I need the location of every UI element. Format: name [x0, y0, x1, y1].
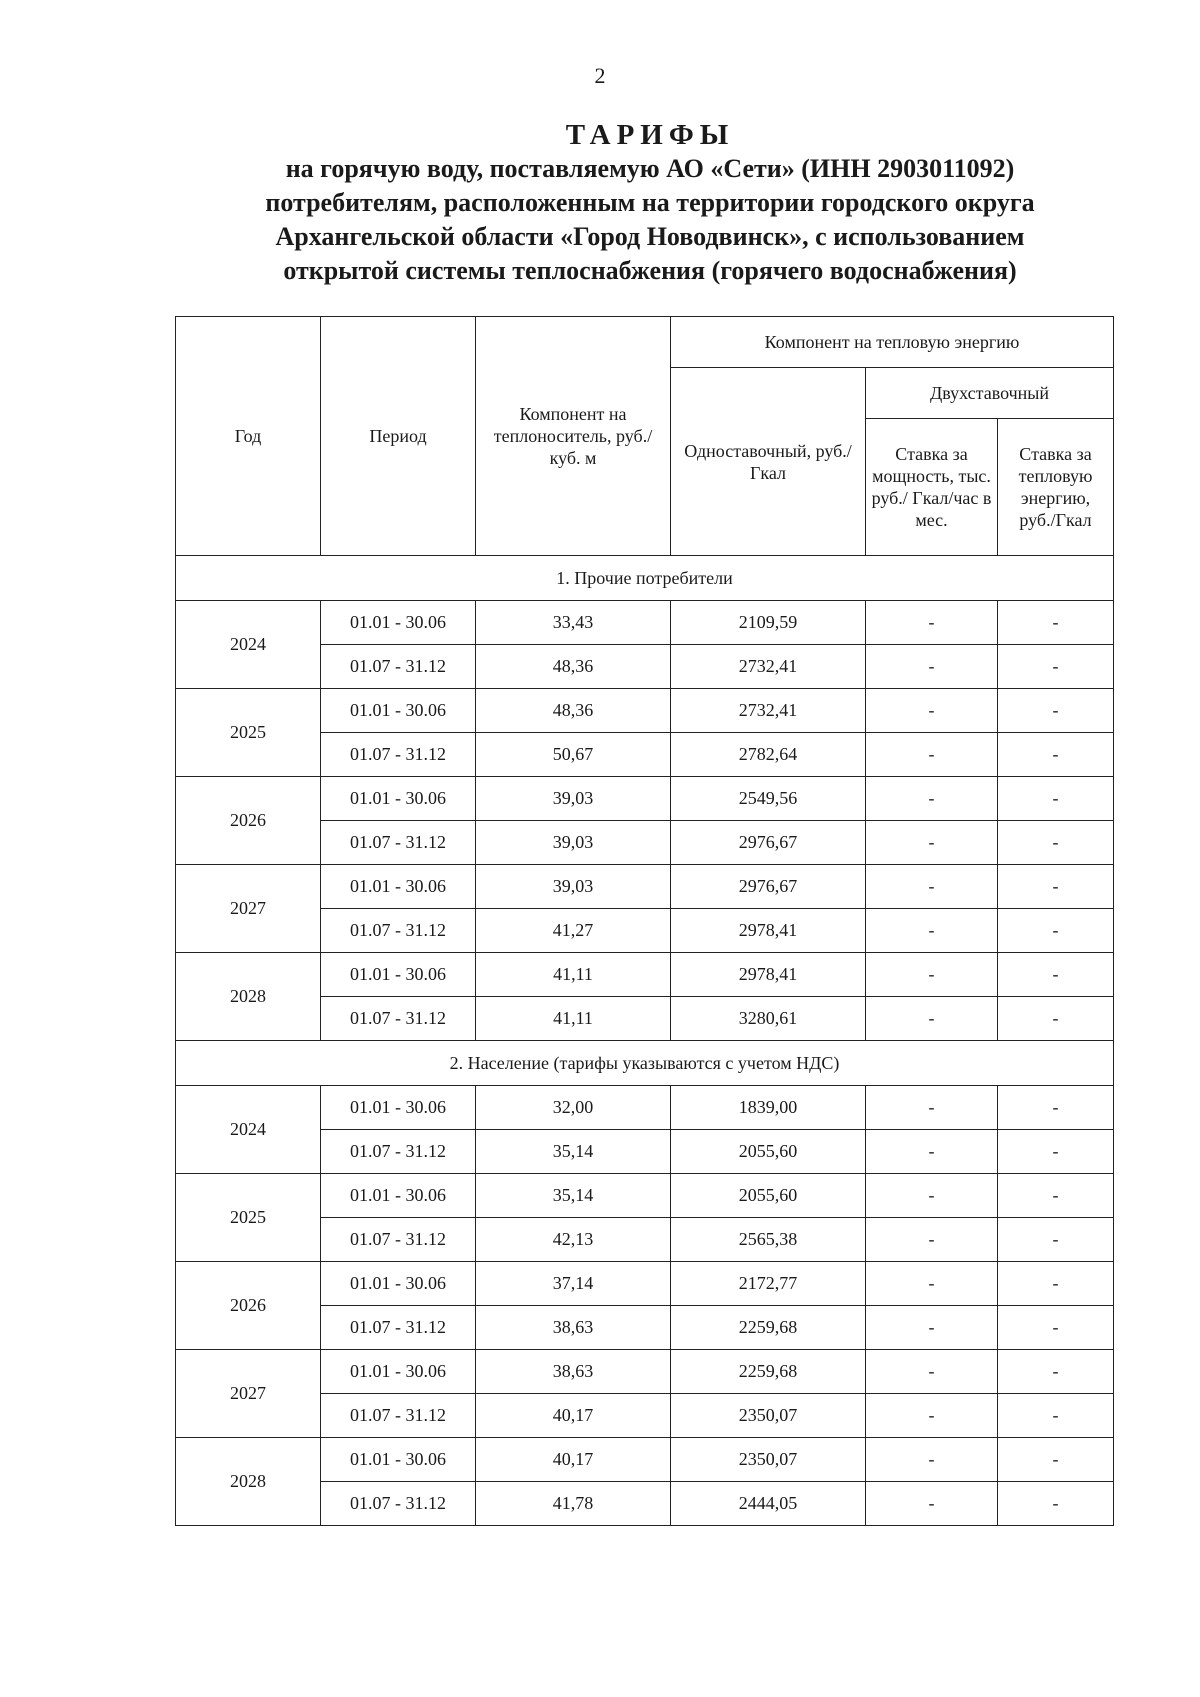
capacity-rate-cell: -	[866, 821, 998, 865]
period-cell: 01.01 - 30.06	[321, 1438, 476, 1482]
table-row	[176, 953, 1114, 997]
energy-rate-cell: -	[998, 1482, 1114, 1526]
energy-rate-cell: -	[998, 1130, 1114, 1174]
carrier-cell: 40,17	[476, 1438, 671, 1482]
capacity-rate-cell: -	[866, 1262, 998, 1306]
period-cell: 01.01 - 30.06	[321, 689, 476, 733]
period-cell: 01.07 - 31.12	[321, 821, 476, 865]
section-title: 2. Население (тарифы указываются с учетом НДС)	[176, 1041, 1114, 1086]
single-rate-cell: 2172,77	[671, 1262, 866, 1306]
capacity-rate-cell: -	[866, 689, 998, 733]
table-row	[176, 865, 1114, 909]
single-rate-cell: 2976,67	[671, 865, 866, 909]
period-cell: 01.01 - 30.06	[321, 1086, 476, 1130]
year-cell: 2024	[176, 1086, 321, 1174]
year-cell: 2026	[176, 1262, 321, 1350]
energy-rate-cell: -	[998, 645, 1114, 689]
single-rate-cell: 2259,68	[671, 1306, 866, 1350]
table-row	[176, 1438, 1114, 1482]
year-cell: 2026	[176, 777, 321, 865]
energy-rate-cell: -	[998, 1218, 1114, 1262]
energy-rate-cell: -	[998, 1438, 1114, 1482]
energy-rate-cell: -	[998, 1350, 1114, 1394]
carrier-cell: 41,11	[476, 953, 671, 997]
energy-rate-cell: -	[998, 733, 1114, 777]
table-row	[176, 1262, 1114, 1306]
single-rate-cell: 2259,68	[671, 1350, 866, 1394]
page-number: 2	[594, 63, 606, 88]
header-single-rate: Одноставочный, руб./Гкал	[671, 368, 866, 556]
carrier-cell: 37,14	[476, 1262, 671, 1306]
table-row	[176, 601, 1114, 645]
carrier-cell: 42,13	[476, 1218, 671, 1262]
capacity-rate-cell: -	[866, 1438, 998, 1482]
carrier-cell: 39,03	[476, 777, 671, 821]
single-rate-cell: 2565,38	[671, 1218, 866, 1262]
carrier-cell: 41,11	[476, 997, 671, 1041]
single-rate-cell: 2732,41	[671, 645, 866, 689]
period-cell: 01.07 - 31.12	[321, 997, 476, 1041]
period-cell: 01.01 - 30.06	[321, 601, 476, 645]
header-energy-rate: Ставка за тепловую энергию, руб./Гкал	[998, 419, 1114, 556]
subtitle-line: потребителям, расположенным на территории городского округа	[265, 188, 1035, 217]
carrier-cell: 39,03	[476, 821, 671, 865]
capacity-rate-cell: -	[866, 1130, 998, 1174]
subtitle-line: Архангельской области «Город Новодвинск», с использованием	[275, 222, 1025, 251]
period-cell: 01.07 - 31.12	[321, 909, 476, 953]
single-rate-cell: 2978,41	[671, 909, 866, 953]
carrier-cell: 35,14	[476, 1174, 671, 1218]
period-cell: 01.01 - 30.06	[321, 777, 476, 821]
carrier-cell: 33,43	[476, 601, 671, 645]
header-carrier-component: Компонент на теплоноситель, руб./куб. м	[476, 317, 671, 556]
capacity-rate-cell: -	[866, 865, 998, 909]
single-rate-cell: 2732,41	[671, 689, 866, 733]
table-body	[176, 556, 1114, 1526]
carrier-cell: 48,36	[476, 689, 671, 733]
carrier-cell: 50,67	[476, 733, 671, 777]
header-capacity-rate: Ставка за мощность, тыс. руб./ Гкал/час в мес.	[866, 419, 998, 556]
period-cell: 01.07 - 31.12	[321, 1394, 476, 1438]
year-cell: 2025	[176, 689, 321, 777]
year-cell: 2027	[176, 1350, 321, 1438]
energy-rate-cell: -	[998, 821, 1114, 865]
period-cell: 01.01 - 30.06	[321, 1174, 476, 1218]
energy-rate-cell: -	[998, 865, 1114, 909]
carrier-cell: 38,63	[476, 1350, 671, 1394]
period-cell: 01.07 - 31.12	[321, 1218, 476, 1262]
single-rate-cell: 2976,67	[671, 821, 866, 865]
year-cell: 2028	[176, 1438, 321, 1526]
energy-rate-cell: -	[998, 1086, 1114, 1130]
single-rate-cell: 2055,60	[671, 1130, 866, 1174]
capacity-rate-cell: -	[866, 953, 998, 997]
energy-rate-cell: -	[998, 997, 1114, 1041]
energy-rate-cell: -	[998, 1306, 1114, 1350]
capacity-rate-cell: -	[866, 645, 998, 689]
carrier-cell: 39,03	[476, 865, 671, 909]
header-period: Период	[321, 317, 476, 556]
tariffs-table	[175, 316, 1114, 1526]
single-rate-cell: 2350,07	[671, 1394, 866, 1438]
energy-rate-cell: -	[998, 777, 1114, 821]
year-cell: 2028	[176, 953, 321, 1041]
capacity-rate-cell: -	[866, 777, 998, 821]
year-cell: 2024	[176, 601, 321, 689]
period-cell: 01.07 - 31.12	[321, 733, 476, 777]
subtitle-line: на горячую воду, поставляемую АО «Сети» (ИНН 2903011092)	[285, 154, 1015, 183]
capacity-rate-cell: -	[866, 1350, 998, 1394]
energy-rate-cell: -	[998, 1262, 1114, 1306]
capacity-rate-cell: -	[866, 601, 998, 645]
document-title: ТАРИФЫ	[565, 119, 735, 151]
period-cell: 01.07 - 31.12	[321, 1482, 476, 1526]
period-cell: 01.07 - 31.12	[321, 1130, 476, 1174]
energy-rate-cell: -	[998, 689, 1114, 733]
table-row	[176, 777, 1114, 821]
year-cell: 2027	[176, 865, 321, 953]
single-rate-cell: 3280,61	[671, 997, 866, 1041]
single-rate-cell: 2549,56	[671, 777, 866, 821]
capacity-rate-cell: -	[866, 733, 998, 777]
period-cell: 01.07 - 31.12	[321, 645, 476, 689]
capacity-rate-cell: -	[866, 1174, 998, 1218]
section-row	[176, 556, 1114, 601]
period-cell: 01.07 - 31.12	[321, 1306, 476, 1350]
single-rate-cell: 2055,60	[671, 1174, 866, 1218]
single-rate-cell: 2109,59	[671, 601, 866, 645]
single-rate-cell: 2978,41	[671, 953, 866, 997]
single-rate-cell: 2782,64	[671, 733, 866, 777]
carrier-cell: 40,17	[476, 1394, 671, 1438]
capacity-rate-cell: -	[866, 909, 998, 953]
capacity-rate-cell: -	[866, 1482, 998, 1526]
capacity-rate-cell: -	[866, 1218, 998, 1262]
period-cell: 01.01 - 30.06	[321, 953, 476, 997]
title-block	[170, 118, 1130, 288]
year-cell: 2025	[176, 1174, 321, 1262]
energy-rate-cell: -	[998, 953, 1114, 997]
header-heat-component: Компонент на тепловую энергию	[671, 317, 1114, 368]
period-cell: 01.01 - 30.06	[321, 865, 476, 909]
period-cell: 01.01 - 30.06	[321, 1262, 476, 1306]
section-row	[176, 1041, 1114, 1086]
table-row	[176, 1174, 1114, 1218]
carrier-cell: 41,27	[476, 909, 671, 953]
capacity-rate-cell: -	[866, 1306, 998, 1350]
table-header	[176, 317, 1114, 556]
carrier-cell: 35,14	[476, 1130, 671, 1174]
header-year: Год	[176, 317, 321, 556]
capacity-rate-cell: -	[866, 997, 998, 1041]
carrier-cell: 48,36	[476, 645, 671, 689]
energy-rate-cell: -	[998, 1394, 1114, 1438]
carrier-cell: 41,78	[476, 1482, 671, 1526]
energy-rate-cell: -	[998, 1174, 1114, 1218]
table-row	[176, 1350, 1114, 1394]
carrier-cell: 38,63	[476, 1306, 671, 1350]
subtitle-line: открытой системы теплоснабжения (горячего водоснабжения)	[283, 256, 1017, 285]
table-row	[176, 1086, 1114, 1130]
header-two-rate: Двухставочный	[866, 368, 1114, 419]
capacity-rate-cell: -	[866, 1394, 998, 1438]
single-rate-cell: 2350,07	[671, 1438, 866, 1482]
carrier-cell: 32,00	[476, 1086, 671, 1130]
energy-rate-cell: -	[998, 909, 1114, 953]
single-rate-cell: 2444,05	[671, 1482, 866, 1526]
energy-rate-cell: -	[998, 601, 1114, 645]
single-rate-cell: 1839,00	[671, 1086, 866, 1130]
capacity-rate-cell: -	[866, 1086, 998, 1130]
section-title: 1. Прочие потребители	[176, 556, 1114, 601]
period-cell: 01.01 - 30.06	[321, 1350, 476, 1394]
table-row	[176, 689, 1114, 733]
